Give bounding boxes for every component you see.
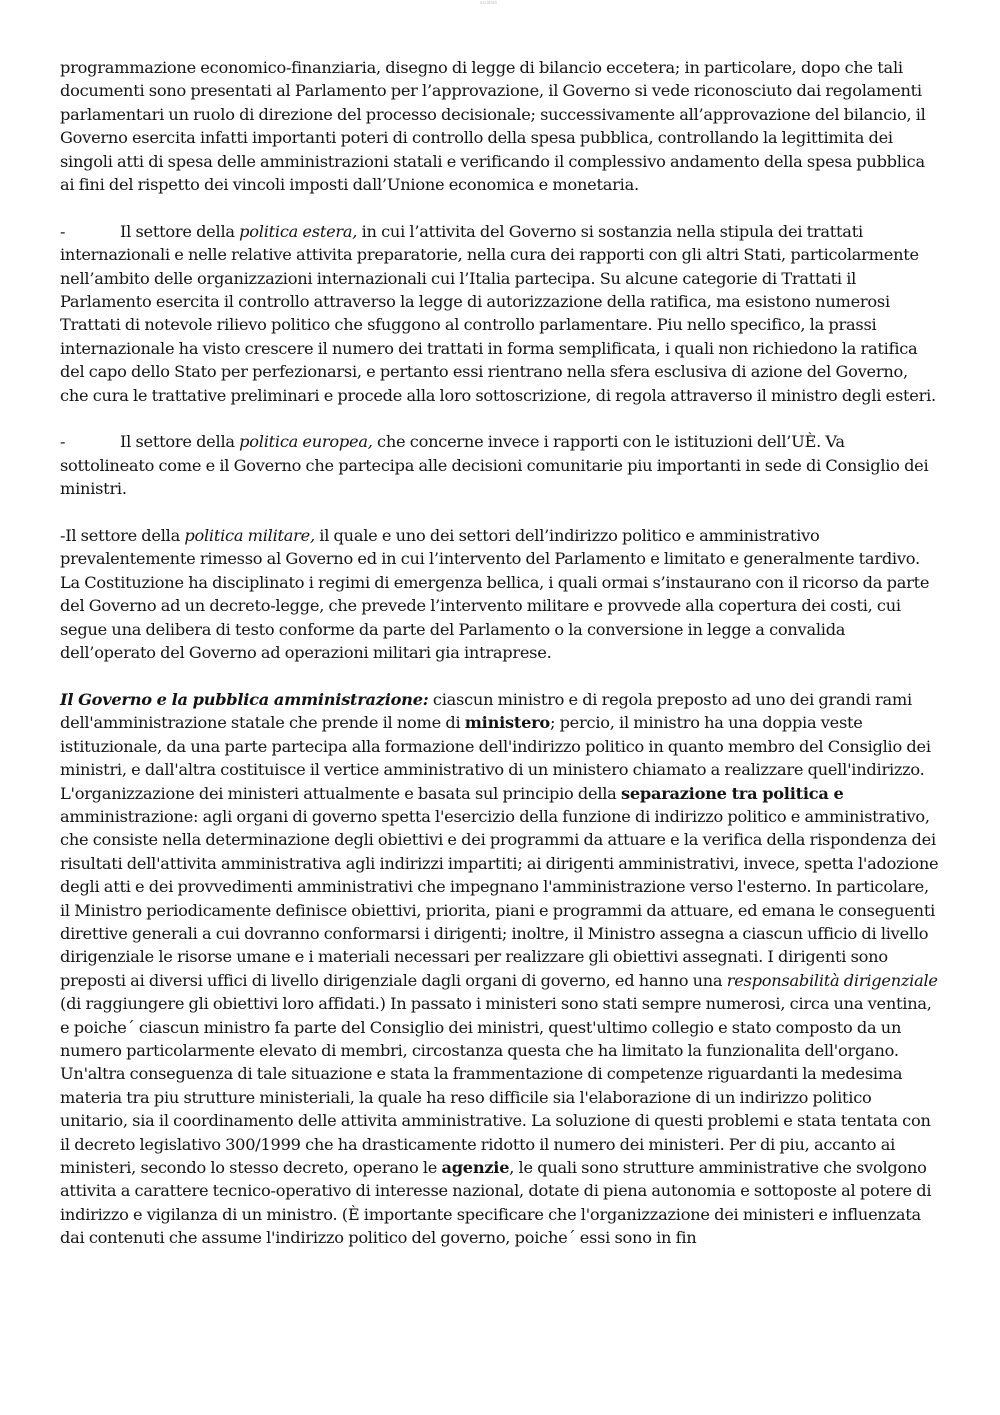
- paragraph-body: il quale e uno dei settori dell’indirizzo politico e amministrativo prevalentemente rimesso al Governo ed in cui l’intervento del Parlamento e limitato e generalmente tardivo. La Costituzione ha disciplinato i regimi di emergenza bellica, i quali ormai s’instaurano con il ricorso da parte del Governo ad un decreto-legge, che prevede l’intervento militare e provvede alla copertura dei costi, cui segue una delibera di testo conforme da parte del Parlamento o la conversione in legge a convalida dell’operato del Governo ad operazioni militari gia intraprese.: [60, 526, 930, 663]
- bullet-first-line: [120, 220, 863, 243]
- lead-text: Il settore della: [120, 432, 240, 452]
- header-watermark: ascidant: [480, 0, 497, 5]
- section-heading: Il Governo e la pubblica amministrazione:: [60, 689, 429, 709]
- bullet-line: [60, 220, 940, 243]
- term-agenzie: agenzie: [441, 1158, 510, 1178]
- text-run: , le quali sono strutture amministrative che svolgono attivita a carattere tecnico-operativo di interesse nazional, dotate di piena autonomia e sottoposte al potere di indirizzo e vigilanza di un ministro. (È importante specificare che l'organizzazione dei ministeri e influenzata dai contenuti che assume l'indirizzo politico del governo, poiche´ essi sono in fin: [60, 1158, 932, 1248]
- bullet-continuation: internazionali e nelle relative attivita preparatorie, nella cura dei rapporti con gli altri Stati, particolarmente nell’ambito delle organizzazioni internazionali cui l’Italia partecipa. Su alcune categorie di Trattati il Parlamento esercita il controllo attraverso la legge di autorizzazione della ratifica, ma esistono numerosi Trattati di notevole rilievo politico che sfuggono al controllo parlamentare. Piu nello specifico, la prassi internazionale ha visto crescere il numero dei trattati in forma semplificata, i quali non richiedono la ratifica del capo dello Stato per perfezionarsi, e pertanto essi rientrano nella sfera esclusiva di azione del Governo, che cura le trattative preliminari e procede alla loro sottoscrizione, di regola attraverso il ministro degli esteri.: [60, 245, 936, 405]
- document-page: [60, 56, 940, 1273]
- term-politica-europea: politica europea,: [239, 432, 373, 452]
- paragraph-politica-europea: [60, 430, 940, 500]
- term-politica-militare: politica militare,: [184, 526, 315, 546]
- lead-text: -Il settore della: [60, 526, 185, 546]
- paragraph-bilancio: programmazione economico-finanziaria, disegno di legge di bilancio eccetera; in particolare, dopo che tali documenti sono presentati al Parlamento per l’approvazione, il Governo si vede riconosciuto dai regolamenti parlamentari un ruolo di direzione del processo decisionale; successivamente all’approvazione del bilancio, il Governo esercita infatti importanti poteri di controllo della spesa pubblica, controllando la legittimita dei singoli atti di spesa delle amministrazioni statali e verificando il complessivo andamento della spesa pubblica ai fini del rispetto dei vincoli imposti dall’Unione economica e monetaria.: [60, 58, 926, 195]
- bullet-line: [60, 430, 940, 453]
- text-run: ciascun ministro e di regola preposto ad uno dei grandi rami dell'amministrazione statale che prende il nome di: [60, 689, 912, 733]
- bullet-continuation: sottolineato come e il Governo che partecipa alle decisioni comunitarie piu importanti in sede di Consiglio dei ministri.: [60, 455, 929, 499]
- text-run: (di raggiungere gli obiettivi loro affidati.) In passato i ministeri sono stati sempre numerosi, circa una ventina, e poiche´ ciascun ministro fa parte del Consiglio dei ministri, quest'ultimo collegio e stato composto da un numero particolarmente elevato di membri, circostanza questa che ha limitato la funzionalita dell'organo. Un'altra conseguenza di tale situazione e stata la frammentazione di competenze riguardanti la medesima materia tra piu strutture ministeriali, la quale ha reso difficile sia l'elaborazione di un indirizzo politico unitario, sia il coordinamento delle attivita amministrative. La soluzione di questi problemi e stata tentata con il decreto legislativo 300/1999 che ha drasticamente ridotto il numero dei ministeri. Per di piu, accanto ai ministeri, secondo lo stesso decreto, operano le: [60, 994, 932, 1178]
- lead-text: Il settore della: [120, 221, 240, 241]
- term-politica-estera: politica estera,: [239, 221, 358, 241]
- bullet-dash: -: [60, 432, 66, 452]
- term-ministero: ministero: [464, 713, 550, 733]
- paragraph-politica-militare: [60, 524, 940, 664]
- paragraph-politica-estera: [60, 220, 940, 407]
- text-run: ; percio, il ministro ha una doppia veste istituzionale, da una parte partecipa alla formazione dell'indirizzo politico in quanto membro del Consiglio dei ministri, e dall'altra costituisce il vertice amministrativo di un ministero chiamato a realizzare quell'indirizzo. L'organizzazione dei ministeri attualmente e basata sul principio della: [60, 713, 931, 803]
- first-line-rest: che concerne invece i rapporti con le istituzioni dell’UÈ. Va: [372, 432, 845, 452]
- text-run: amministrazione: agli organi di governo spetta l'esercizio della funzione di indirizzo politico e amministrativo, che consiste nella determinazione degli obiettivi e dei programmi da attuare e la verifica della rispondenza dei risultati dell'attivita amministrativa agli indirizzi impartiti; ai dirigenti amministrativi, invece, spetta l'adozione degli atti e dei provvedimenti amministrativi che impegnano l'amministrazione verso l'esterno. In particolare, il Ministro periodicamente definisce obiettivi, priorita, piani e programmi da attuare, ed emana le conseguenti direttive generali a cui dovranno conformarsi i dirigenti; inoltre, il Ministro assegna a ciascun ufficio di livello dirigenziale le risorse umane e i materiali necessari per realizzare gli obiettivi assegnati. I dirigenti sono preposti ai diversi uffici di livello dirigenziale dagli organi di governo, ed hanno una: [60, 806, 939, 990]
- first-line-rest: in cui l’attivita del Governo si sostanzia nella stipula dei trattati: [357, 221, 863, 241]
- bullet-first-line: [120, 430, 845, 453]
- term-responsabilita: responsabilità dirigenziale: [726, 970, 938, 990]
- paragraph-pubblica-amministrazione: [60, 688, 940, 1250]
- bullet-dash: -: [60, 221, 66, 241]
- term-separazione: separazione tra politica e: [620, 783, 844, 803]
